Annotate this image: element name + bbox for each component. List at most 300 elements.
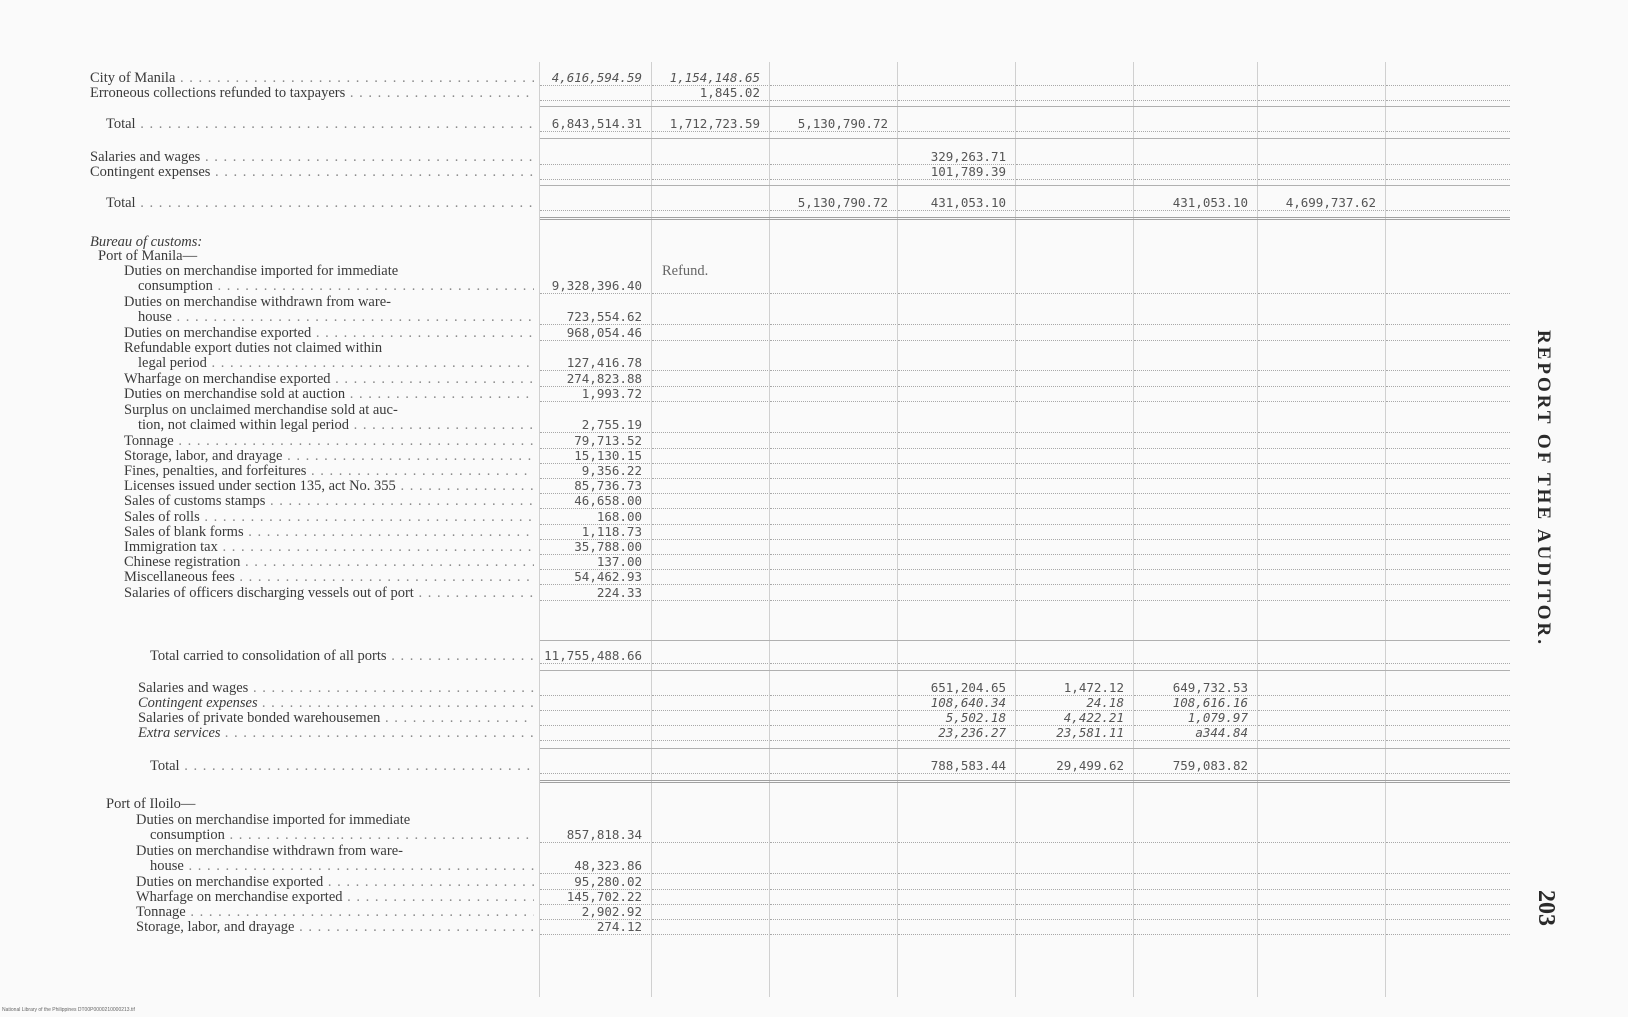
value-cell — [898, 569, 1014, 585]
value-cell — [540, 149, 650, 165]
value-cell — [770, 725, 896, 741]
row-label: Tonnage . . . — [124, 433, 534, 449]
value-cell: 79,713.52 — [540, 433, 650, 449]
value-cell — [1258, 648, 1384, 664]
table-row — [0, 554, 1520, 570]
table-row — [0, 524, 1520, 540]
row-label: Duties on merchandise sold at auction . . . — [124, 386, 534, 402]
value-cell: 968,054.46 — [540, 325, 650, 341]
row-label: Contingent expenses . . . — [138, 695, 534, 711]
value-cell: 54,462.93 — [540, 569, 650, 585]
value-cell — [540, 164, 650, 180]
table-row — [0, 116, 1520, 132]
value-cell — [652, 325, 768, 341]
value-cell — [770, 164, 896, 180]
value-cell — [540, 195, 650, 211]
value-cell — [1386, 904, 1510, 920]
value-cell: 224.33 — [540, 585, 650, 601]
row-label: house . . . — [150, 858, 534, 874]
value-cell: 329,263.71 — [898, 149, 1014, 165]
value-cell — [770, 919, 896, 935]
value-cell: 48,323.86 — [540, 858, 650, 874]
value-cell — [652, 874, 768, 890]
value-cell: 9,356.22 — [540, 463, 650, 479]
value-cell — [770, 554, 896, 570]
rule-line — [540, 640, 1510, 641]
value-cell — [1016, 371, 1132, 387]
row-label: Sales of customs stamps . . . — [124, 493, 534, 509]
scan-footer: National Library of the Philippines DT00P0000210000213.tif — [2, 1007, 135, 1013]
value-cell — [898, 478, 1014, 494]
row-label: City of Manila . . . — [90, 70, 534, 86]
table-row — [0, 569, 1520, 585]
row-label: Sales of rolls . . . — [124, 509, 534, 525]
table-row — [0, 340, 1520, 356]
row-label: Duties on merchandise exported . . . — [124, 325, 534, 341]
rule-line — [540, 748, 1510, 749]
value-cell — [1258, 417, 1384, 433]
value-cell — [1134, 904, 1256, 920]
value-cell: 35,788.00 — [540, 539, 650, 555]
value-cell — [652, 858, 768, 874]
value-cell — [898, 919, 1014, 935]
value-cell: 4,616,594.59 — [540, 70, 650, 86]
value-cell — [898, 448, 1014, 464]
value-cell — [652, 355, 768, 371]
value-cell — [770, 371, 896, 387]
value-cell — [1258, 70, 1384, 86]
refund-label: Refund. — [662, 263, 709, 279]
value-cell — [898, 371, 1014, 387]
value-cell — [1134, 355, 1256, 371]
value-cell — [1016, 889, 1132, 905]
value-cell — [1386, 554, 1510, 570]
value-cell: 5,130,790.72 — [770, 195, 896, 211]
value-cell — [1258, 569, 1384, 585]
row-label: Miscellaneous fees . . . — [124, 569, 534, 585]
table-row — [0, 325, 1520, 341]
value-cell — [652, 569, 768, 585]
value-cell — [1134, 493, 1256, 509]
value-cell — [1016, 509, 1132, 525]
value-cell — [1386, 116, 1510, 132]
value-cell — [1258, 554, 1384, 570]
value-cell — [898, 417, 1014, 433]
table-row — [0, 355, 1520, 371]
value-cell — [770, 433, 896, 449]
row-label: Wharfage on merchandise exported . . . — [136, 889, 534, 905]
row-label: Total carried to consolidation of all ports . . . — [150, 648, 534, 664]
value-cell — [1016, 355, 1132, 371]
value-cell — [652, 278, 768, 294]
value-cell — [1258, 278, 1384, 294]
value-cell — [652, 524, 768, 540]
row-label: consumption . . . — [138, 278, 534, 294]
row-label: Tonnage . . . — [136, 904, 534, 920]
table-row — [0, 919, 1520, 935]
value-cell — [898, 463, 1014, 479]
table-row — [0, 149, 1520, 165]
value-cell — [1386, 85, 1510, 101]
value-cell — [1386, 463, 1510, 479]
value-cell: 2,755.19 — [540, 417, 650, 433]
value-cell — [898, 827, 1014, 843]
row-label: Storage, labor, and drayage . . . — [124, 448, 534, 464]
value-cell — [652, 433, 768, 449]
port-heading: Port of Iloilo— — [106, 796, 196, 812]
row-label: Storage, labor, and drayage . . . — [136, 919, 534, 935]
page-number: 203 — [1533, 890, 1559, 926]
rule-line — [540, 138, 1510, 139]
value-cell — [770, 710, 896, 726]
table-row — [0, 858, 1520, 874]
value-cell — [898, 493, 1014, 509]
value-cell — [898, 648, 1014, 664]
value-cell — [1258, 524, 1384, 540]
value-cell — [770, 874, 896, 890]
table-row — [0, 889, 1520, 905]
value-cell — [898, 858, 1014, 874]
value-cell — [1258, 919, 1384, 935]
value-cell — [1016, 70, 1132, 86]
value-cell — [652, 919, 768, 935]
value-cell — [770, 386, 896, 402]
value-cell: 651,204.65 — [898, 680, 1014, 696]
value-cell — [1134, 478, 1256, 494]
value-cell — [1258, 710, 1384, 726]
value-cell — [770, 85, 896, 101]
row-label: consumption . . . — [150, 827, 534, 843]
value-cell: 95,280.02 — [540, 874, 650, 890]
value-cell — [1134, 325, 1256, 341]
value-cell — [770, 524, 896, 540]
value-cell — [898, 355, 1014, 371]
value-cell — [1134, 554, 1256, 570]
row-label: Salaries of private bonded warehousemen . . . — [138, 710, 534, 726]
value-cell — [1258, 509, 1384, 525]
value-cell — [770, 585, 896, 601]
value-cell — [1016, 858, 1132, 874]
rule-line — [540, 185, 1510, 186]
value-cell: 4,699,737.62 — [1258, 195, 1384, 211]
value-cell — [1134, 164, 1256, 180]
value-cell — [652, 195, 768, 211]
row-label: Fines, penalties, and forfeitures . . . — [124, 463, 534, 479]
value-cell — [770, 509, 896, 525]
value-cell — [652, 463, 768, 479]
row-label: Duties on merchandise imported for immediate — [136, 812, 411, 828]
value-cell — [898, 554, 1014, 570]
value-cell: 1,472.12 — [1016, 680, 1132, 696]
value-cell — [770, 417, 896, 433]
value-cell — [652, 164, 768, 180]
table-row — [0, 402, 1520, 418]
value-cell — [1258, 448, 1384, 464]
value-cell: 1,154,148.65 — [652, 70, 768, 86]
row-label: Surplus on unclaimed merchandise sold at auc- — [124, 401, 398, 418]
table-row — [0, 294, 1520, 310]
value-cell: 46,658.00 — [540, 493, 650, 509]
row-label: legal period . . . — [138, 355, 534, 371]
value-cell — [770, 569, 896, 585]
value-cell — [770, 70, 896, 86]
value-cell — [1258, 758, 1384, 774]
row-label: Duties on merchandise withdrawn from ware- — [124, 294, 391, 310]
value-cell: 127,416.78 — [540, 355, 650, 371]
value-cell — [652, 710, 768, 726]
row-label: Refundable export duties not claimed within — [124, 340, 383, 357]
value-cell — [540, 695, 650, 711]
value-cell — [898, 116, 1014, 132]
value-cell: 4,422.21 — [1016, 710, 1132, 726]
value-cell — [1386, 371, 1510, 387]
value-cell — [1016, 386, 1132, 402]
value-cell: 5,130,790.72 — [770, 116, 896, 132]
table-row — [0, 309, 1520, 325]
value-cell — [1386, 919, 1510, 935]
value-cell — [770, 463, 896, 479]
value-cell — [898, 585, 1014, 601]
row-label: Chinese registration . . . — [124, 554, 534, 570]
value-cell — [1134, 448, 1256, 464]
value-cell — [1016, 493, 1132, 509]
table-row — [0, 417, 1520, 433]
value-cell: 6,843,514.31 — [540, 116, 650, 132]
table-row — [0, 85, 1520, 101]
value-cell — [652, 889, 768, 905]
value-cell — [652, 149, 768, 165]
value-cell — [1386, 386, 1510, 402]
table-row — [0, 812, 1520, 828]
value-cell — [770, 355, 896, 371]
value-cell — [1134, 919, 1256, 935]
value-cell: 24.18 — [1016, 695, 1132, 711]
value-cell — [652, 386, 768, 402]
value-cell — [1016, 448, 1132, 464]
value-cell — [1016, 554, 1132, 570]
value-cell — [1016, 569, 1132, 585]
value-cell: 1,079.97 — [1134, 710, 1256, 726]
row-label: Duties on merchandise exported . . . — [136, 874, 534, 890]
value-cell — [1386, 164, 1510, 180]
value-cell — [652, 509, 768, 525]
value-cell — [1258, 874, 1384, 890]
table-row — [0, 725, 1520, 741]
value-cell — [1258, 478, 1384, 494]
value-cell — [1258, 463, 1384, 479]
value-cell — [898, 85, 1014, 101]
value-cell — [1016, 116, 1132, 132]
value-cell — [1386, 648, 1510, 664]
row-label: Duties on merchandise withdrawn from ware- — [136, 843, 403, 859]
value-cell — [1258, 904, 1384, 920]
value-cell — [1258, 309, 1384, 325]
value-cell — [1016, 309, 1132, 325]
value-cell: 145,702.22 — [540, 889, 650, 905]
table-row — [0, 371, 1520, 387]
value-cell — [652, 680, 768, 696]
value-cell — [1016, 524, 1132, 540]
value-cell — [1016, 417, 1132, 433]
table-row — [0, 433, 1520, 449]
value-cell — [652, 493, 768, 509]
value-cell: 274.12 — [540, 919, 650, 935]
value-cell: 723,554.62 — [540, 309, 650, 325]
value-cell: 431,053.10 — [898, 195, 1014, 211]
table-row — [0, 509, 1520, 525]
row-label: Salaries of officers discharging vessels out of port . . . — [124, 585, 534, 601]
value-cell: 759,083.82 — [1134, 758, 1256, 774]
value-cell — [1134, 278, 1256, 294]
value-cell — [898, 325, 1014, 341]
value-cell: 1,712,723.59 — [652, 116, 768, 132]
value-cell — [1386, 325, 1510, 341]
value-cell — [1258, 680, 1384, 696]
value-cell — [652, 648, 768, 664]
value-cell — [1386, 585, 1510, 601]
value-cell — [770, 149, 896, 165]
value-cell — [540, 725, 650, 741]
value-cell — [770, 478, 896, 494]
value-cell — [1134, 889, 1256, 905]
value-cell — [1258, 827, 1384, 843]
value-cell — [1134, 539, 1256, 555]
value-cell — [898, 524, 1014, 540]
value-cell — [1386, 710, 1510, 726]
value-cell — [1134, 827, 1256, 843]
table-row — [0, 448, 1520, 464]
value-cell — [1016, 904, 1132, 920]
value-cell — [652, 448, 768, 464]
value-cell: 2,902.92 — [540, 904, 650, 920]
value-cell — [1258, 858, 1384, 874]
value-cell: 15,130.15 — [540, 448, 650, 464]
value-cell — [898, 539, 1014, 555]
value-cell — [1016, 648, 1132, 664]
value-cell — [1258, 325, 1384, 341]
value-cell: 274,823.88 — [540, 371, 650, 387]
row-label: Salaries and wages . . . — [138, 680, 534, 696]
row-label: Wharfage on merchandise exported . . . — [124, 371, 534, 387]
value-cell — [770, 758, 896, 774]
value-cell — [898, 509, 1014, 525]
value-cell — [1016, 433, 1132, 449]
table-row — [0, 195, 1520, 211]
value-cell: 168.00 — [540, 509, 650, 525]
value-cell — [1016, 874, 1132, 890]
value-cell — [1016, 278, 1132, 294]
value-cell — [1386, 149, 1510, 165]
value-cell — [1134, 858, 1256, 874]
value-cell — [898, 889, 1014, 905]
value-cell: 108,640.34 — [898, 695, 1014, 711]
value-cell — [1016, 463, 1132, 479]
value-cell — [1134, 585, 1256, 601]
value-cell — [1386, 827, 1510, 843]
value-cell: 649,732.53 — [1134, 680, 1256, 696]
value-cell — [1386, 355, 1510, 371]
value-cell — [770, 680, 896, 696]
value-cell — [770, 325, 896, 341]
value-cell — [1134, 463, 1256, 479]
table-row — [0, 904, 1520, 920]
row-label: Duties on merchandise imported for immediate — [124, 263, 399, 279]
value-cell — [652, 371, 768, 387]
value-cell — [1016, 149, 1132, 165]
value-cell — [1016, 85, 1132, 101]
value-cell: 137.00 — [540, 554, 650, 570]
value-cell — [1258, 386, 1384, 402]
value-cell — [1386, 417, 1510, 433]
value-cell — [1258, 85, 1384, 101]
value-cell — [1016, 539, 1132, 555]
value-cell — [1258, 355, 1384, 371]
value-cell — [652, 827, 768, 843]
value-cell — [1386, 569, 1510, 585]
row-label: house . . . — [138, 309, 534, 325]
value-cell: 857,818.34 — [540, 827, 650, 843]
value-cell — [1258, 585, 1384, 601]
row-label: Sales of blank forms . . . — [124, 524, 534, 540]
value-cell — [540, 680, 650, 696]
row-label: Contingent expenses . . . — [90, 164, 534, 180]
table-row — [0, 493, 1520, 509]
value-cell: 23,236.27 — [898, 725, 1014, 741]
value-cell — [1134, 648, 1256, 664]
value-cell — [1134, 524, 1256, 540]
table-row — [0, 874, 1520, 890]
value-cell: 29,499.62 — [1016, 758, 1132, 774]
value-cell: 788,583.44 — [898, 758, 1014, 774]
value-cell — [1016, 195, 1132, 211]
row-label: Salaries and wages . . . — [90, 149, 534, 165]
value-cell — [1258, 695, 1384, 711]
value-cell — [1386, 539, 1510, 555]
value-cell — [1386, 278, 1510, 294]
row-label: tion, not claimed within legal period . . . — [138, 417, 534, 433]
value-cell — [770, 309, 896, 325]
row-label: Immigration tax . . . — [124, 539, 534, 555]
value-cell — [652, 539, 768, 555]
row-label: Extra services . . . — [138, 725, 534, 741]
value-cell — [652, 758, 768, 774]
value-cell — [898, 309, 1014, 325]
value-cell — [1258, 371, 1384, 387]
value-cell — [1016, 827, 1132, 843]
value-cell — [652, 478, 768, 494]
value-cell — [1386, 758, 1510, 774]
value-cell — [1134, 116, 1256, 132]
value-cell — [652, 554, 768, 570]
value-cell — [1134, 874, 1256, 890]
value-cell — [1134, 85, 1256, 101]
table-row — [0, 710, 1520, 726]
value-cell — [1386, 309, 1510, 325]
value-cell — [1386, 680, 1510, 696]
value-cell — [898, 904, 1014, 920]
table-row — [0, 164, 1520, 180]
table-row — [0, 758, 1520, 774]
value-cell — [1258, 164, 1384, 180]
table-row — [0, 386, 1520, 402]
rule-line — [540, 217, 1510, 220]
value-cell — [1386, 433, 1510, 449]
table-row — [0, 843, 1520, 859]
value-cell — [1386, 858, 1510, 874]
value-cell — [898, 386, 1014, 402]
value-cell — [1016, 164, 1132, 180]
value-cell — [1386, 70, 1510, 86]
